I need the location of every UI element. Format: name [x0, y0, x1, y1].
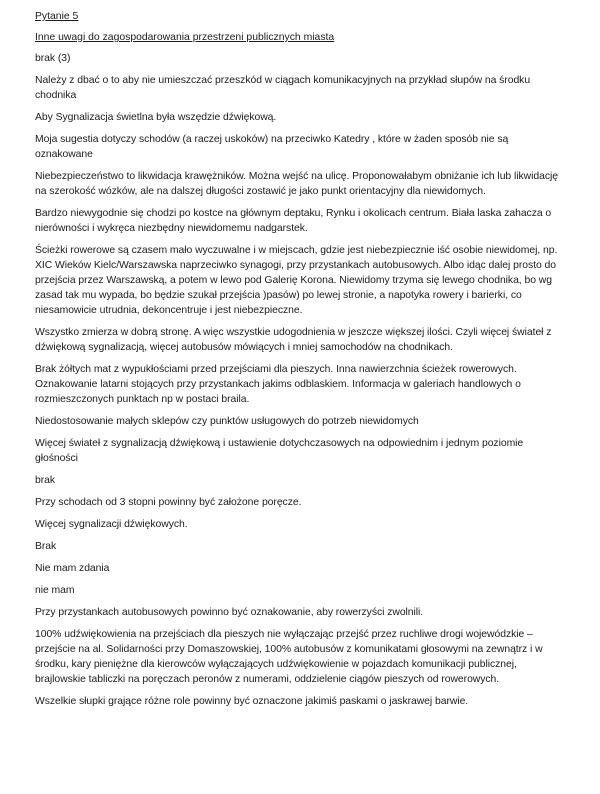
- response-item: Moja sugestia dotyczy schodów (a raczej uskoków) na przeciwko Katedry , które w żaden sposób nie są oznakowane: [35, 134, 509, 160]
- response-item: Przy przystankach autobusowych powinno być oznakowanie, aby rowerzyści zwolnili.: [35, 607, 424, 618]
- response-item: Ścieżki rowerowe są czasem mało wyczuwalne i w miejscach, gdzie jest niebezpiecznie iść osobie niewidomej, np. XIC Wieków Kielc/Warszawska naprzeciwko synagogi, przy przystankach autobusowych. Albo idąc dalej prosto do przejścia przez Warszawską, a potem w lewo pod Galerię Korona. Niewidomy trzyma się lewego chodnika, bo wg zasad tak mu wypada, bo będzie szukał przejścia )pasów) po lewej stronie, a napotyka rowery i barierki, co niesamowicie utrudnia, dekoncentruje i jest niebezpieczne.: [35, 245, 558, 316]
- response-item: Niebezpieczeństwo to likwidacja krawężników. Można wejść na ulicę. Proponowałabym obniżanie ich lub likwidację na szerokość wózków, ale na dalszej długości zostawić je jako punkt orientacyjny dla niewidomych.: [35, 171, 558, 197]
- response-item: Należy z dbać o to aby nie umieszczać przeszkód w ciągach komunikacyjnych na przykład słupów na środku chodnika: [35, 75, 531, 101]
- section-title: Inne uwagi do zagospodarowania przestrzeni publicznych miasta: [35, 32, 335, 43]
- response-item: Niedostosowanie małych sklepów czy punktów usługowych do potrzeb niewidomych: [35, 416, 419, 427]
- response-item: Przy schodach od 3 stopni powinny być założone poręcze.: [35, 497, 302, 508]
- response-item: Aby Sygnalizacja świetlna była wszędzie dźwiękową.: [35, 112, 277, 123]
- response-item: Brak: [35, 541, 57, 552]
- response-item: Bardzo niewygodnie się chodzi po kostce na głównym deptaku, Rynku i okolicach centrum. Biała laska zahacza o nierówności i wykręca niezbędny niewidomemu nadgarstek.: [35, 208, 552, 234]
- response-item: Brak żółtych mat z wypukłościami przed przejściami dla pieszych. Inna nawierzchnia ścieżek rowerowych. Oznakowanie latarni stojących przy przystankach jakims odblaskiem. Informacja w galeriach handlowych o rozmieszczonych punktach np w postaci braila.: [35, 364, 521, 405]
- response-item: Więcej sygnalizacji dźwiękowych.: [35, 519, 188, 530]
- response-item: Więcej świateł z sygnalizacją dźwiękową i ustawienie dotychczasowych na odpowiednim i jednym poziomie głośności: [35, 438, 524, 464]
- response-item: brak (3): [35, 53, 71, 64]
- question-number: Pytanie 5: [35, 11, 79, 22]
- response-item: 100% udźwiękowienia na przejściach dla pieszych nie wyłączając przejść przez ruchliwe drogi wojewódzkie – przejście na al. Solidarności przy Domaszowskiej, 100% autobusów z komunikatami głosowymi na zewnątrz i w środku, kary pieniężne dla kierowców wyłączających udźwiękowienie w pojazdach komunikacji publicznej, brajlowskie tabliczki na poręczach peronów z numerami, oddzielenie ciągów pieszych od rowerowych.: [35, 629, 543, 685]
- response-item: nie mam: [35, 585, 75, 596]
- response-item: Wszelkie słupki grające różne role powinny być oznaczone jakimiś paskami o jaskrawej barwie.: [35, 696, 469, 707]
- response-item: Wszystko zmierza w dobrą stronę. A więc wszystkie udogodnienia w jeszcze większej ilości. Czyli więcej świateł z dźwiękową sygnalizacją, więcej autobusów mówiących i mniej samochodów na chodnikach.: [35, 327, 552, 353]
- response-item: Nie mam zdania: [35, 563, 110, 574]
- document-page: [35, 9, 565, 716]
- response-item: brak: [35, 475, 56, 486]
